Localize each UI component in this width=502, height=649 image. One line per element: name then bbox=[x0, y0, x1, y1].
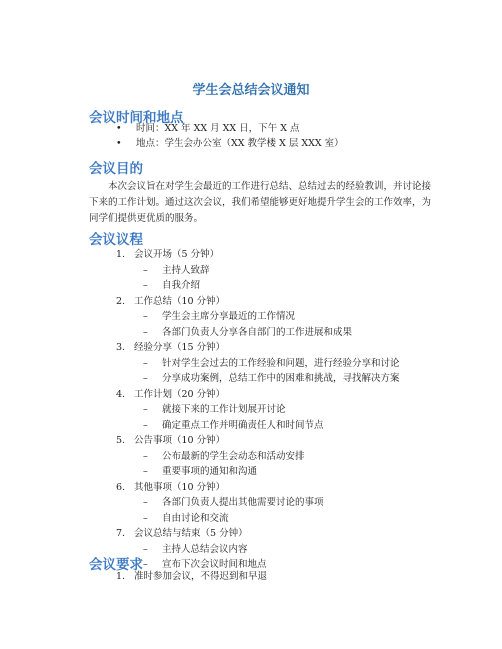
bullet-text: 时间：XX 年 XX 月 XX 日，下午 X 点 bbox=[136, 123, 300, 134]
bullet-marker: • bbox=[116, 123, 122, 134]
dash-marker: – bbox=[143, 373, 148, 384]
dash-marker: – bbox=[143, 450, 148, 462]
section-heading-requirements: 会议要求 bbox=[89, 557, 143, 573]
agenda-item-title: 会议总结与结束（5 分钟） bbox=[134, 528, 248, 539]
page-title: 学生会总结会议通知 bbox=[192, 83, 310, 98]
dash-marker: – bbox=[143, 280, 148, 291]
agenda-item-title: 经验分享（15 分钟） bbox=[134, 342, 226, 353]
section-heading-time-place: 会议时间和地点 bbox=[89, 110, 184, 126]
bullet-text: 地点：学生会办公室（XX 教学楼 X 层 XXX 室） bbox=[136, 138, 344, 149]
requirement-number: 1. bbox=[116, 571, 126, 582]
agenda-item-title: 工作总结（10 分钟） bbox=[134, 295, 226, 307]
agenda-subitem-text: 确定重点工作并明确责任人和时间节点 bbox=[162, 419, 324, 431]
section-heading-agenda: 会议议程 bbox=[89, 232, 143, 248]
agenda-item-number: 4. bbox=[116, 388, 126, 400]
agenda-subitem-text: 主持人致辞 bbox=[162, 264, 210, 276]
agenda-item-title: 其他事项（10 分钟） bbox=[134, 481, 226, 493]
agenda-item-number: 3. bbox=[116, 342, 126, 353]
paragraph-line: 本次会议旨在对学生会最近的工作进行总结、总结过去的经验教训，并讨论接 bbox=[108, 181, 432, 192]
agenda-subitem-text: 针对学生会过去的工作经验和问题，进行经验分享和讨论 bbox=[162, 357, 400, 369]
agenda-subitem-text: 主持人总结会议内容 bbox=[162, 543, 248, 555]
requirement-text: 准时参加会议，不得迟到和早退 bbox=[134, 571, 268, 582]
purpose-paragraph bbox=[89, 179, 449, 227]
agenda-item-title: 会议开场（5 分钟） bbox=[134, 249, 220, 260]
agenda-subitem-text: 自我介绍 bbox=[162, 280, 201, 291]
dash-marker: – bbox=[143, 512, 148, 524]
agenda-item-number: 7. bbox=[116, 528, 126, 539]
dash-marker: – bbox=[143, 466, 148, 477]
dash-marker: – bbox=[143, 326, 148, 338]
dash-marker: – bbox=[143, 543, 148, 555]
dash-marker: – bbox=[143, 497, 148, 508]
agenda-subitem-text: 分享成功案例，总结工作中的困难和挑战，寻找解决方案 bbox=[162, 373, 400, 384]
dash-marker: – bbox=[143, 559, 148, 570]
agenda-item-number: 1. bbox=[116, 249, 126, 260]
dash-marker: – bbox=[143, 419, 148, 431]
dash-marker: – bbox=[143, 311, 148, 322]
agenda-item-title: 工作计划（20 分钟） bbox=[134, 388, 226, 400]
agenda-item-title: 公告事项（10 分钟） bbox=[134, 435, 226, 446]
bullet-item bbox=[116, 138, 344, 150]
dash-marker: – bbox=[143, 357, 148, 369]
agenda-subitem-text: 重要事项的通知和沟通 bbox=[162, 466, 258, 477]
agenda-item-number: 6. bbox=[116, 481, 126, 493]
agenda-subitem-text: 公布最新的学生会动态和活动安排 bbox=[162, 450, 305, 462]
agenda-subitem-text: 各部门负责人分享各自部门的工作进展和成果 bbox=[162, 326, 353, 338]
agenda-subitem-text: 宣布下次会议时间和地点 bbox=[162, 559, 267, 570]
bullet-item bbox=[116, 123, 299, 135]
bullet-marker: • bbox=[116, 138, 122, 149]
dash-marker: – bbox=[143, 264, 148, 276]
dash-marker: – bbox=[143, 404, 148, 415]
agenda-subitem-text: 自由讨论和交流 bbox=[162, 512, 229, 524]
section-heading-purpose: 会议目的 bbox=[89, 161, 143, 177]
agenda-item-number: 5. bbox=[116, 435, 126, 446]
paragraph-line: 同学们提供更优质的服务。 bbox=[89, 213, 204, 224]
agenda-subitem-text: 学生会主席分享最近的工作情况 bbox=[162, 311, 296, 322]
agenda-subitem-text: 各部门负责人提出其他需要讨论的事项 bbox=[162, 497, 324, 508]
agenda-item-number: 2. bbox=[116, 295, 126, 307]
paragraph-line: 下来的工作计划。通过这次会议，我们希望能够更好地提升学生会的工作效率，为 bbox=[89, 197, 432, 208]
agenda-subitem-text: 就接下来的工作计划展开讨论 bbox=[162, 404, 286, 415]
